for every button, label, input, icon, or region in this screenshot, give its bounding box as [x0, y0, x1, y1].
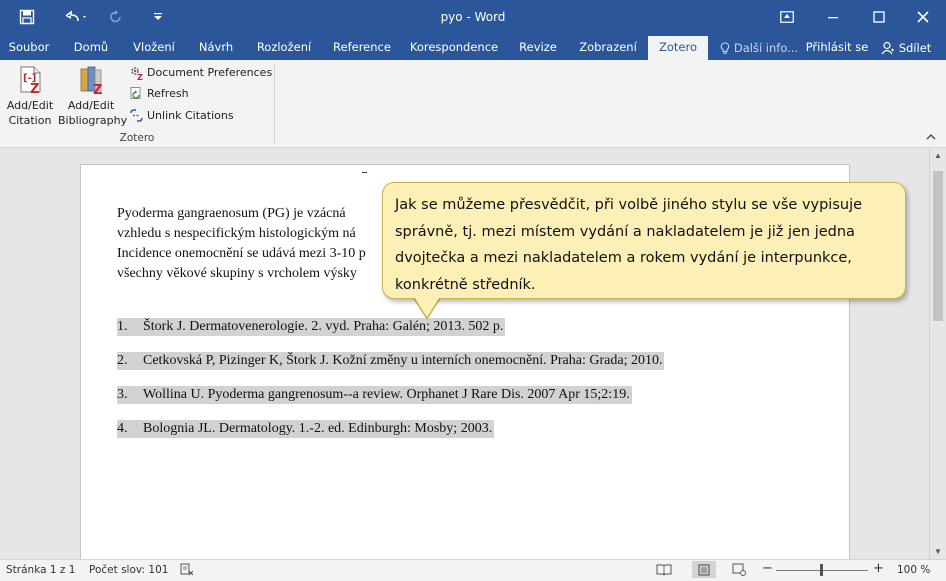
lightbulb-icon [720, 42, 730, 55]
undo-icon[interactable] [56, 0, 96, 34]
page-mark [362, 172, 367, 173]
group-separator [274, 64, 275, 144]
redo-icon[interactable] [104, 0, 128, 34]
status-bar [0, 559, 946, 581]
document-preferences-label: Document Preferences [147, 65, 273, 79]
window-title: pyo - Word [440, 10, 506, 24]
refresh-icon [128, 85, 144, 101]
zoom-level[interactable]: 100 % [897, 564, 931, 576]
tab-vlozeni[interactable]: Vložení [133, 40, 175, 54]
reference-item[interactable] [117, 318, 505, 336]
scroll-down-icon[interactable]: ▼ [934, 547, 942, 556]
share-button[interactable] [874, 36, 938, 60]
tell-me-label: Další info... [733, 41, 799, 55]
collapse-ribbon-icon[interactable] [926, 132, 936, 143]
callout-note: Jak se můžeme přesvědčit, při volbě jiného stylu se vše vypisuje správně, tj. mezi místem vydání a nakladatelem je již jen jedna dvojtečka a mezi nakladatelem a rokem vydání je interpunkce, konkrétně středník. [382, 182, 906, 299]
tab-domu[interactable]: Domů [73, 40, 109, 54]
zoom-out-icon[interactable]: − [762, 561, 773, 576]
callout-tail-fill [414, 297, 440, 317]
tab-soubor[interactable]: Soubor [8, 40, 50, 54]
scroll-up-icon[interactable]: ▲ [934, 151, 942, 160]
unlink-citations-button[interactable] [128, 105, 234, 125]
add-edit-citation-label-2: Citation [8, 114, 52, 127]
svg-text:Z: Z [93, 83, 103, 96]
vertical-scrollbar[interactable] [929, 149, 946, 559]
ribbon-display-options-icon[interactable] [764, 0, 810, 34]
share-label: Sdílet [898, 41, 932, 55]
print-layout-icon[interactable] [692, 561, 716, 578]
add-edit-citation-label-1: Add/Edit [6, 99, 54, 112]
proofing-icon[interactable] [180, 563, 194, 579]
document-preferences-button[interactable] [128, 62, 272, 82]
add-edit-bibliography-label-2: Bibliography [58, 114, 128, 127]
paragraph-line: všechny věkové skupiny s vrcholem výsky [117, 266, 357, 281]
tab-zotero[interactable]: Zotero [648, 36, 708, 60]
svg-text:[-]: [-] [23, 73, 37, 84]
save-icon[interactable] [12, 0, 42, 34]
ribbon-zotero [0, 60, 946, 148]
zoom-in-icon[interactable]: + [873, 561, 884, 576]
citation-icon [14, 64, 46, 96]
unlink-citations-label: Unlink Citations [147, 108, 234, 122]
reference-text: Cetkovská P, Pizinger K, Štork J. Kožní změny u interních onemocnění. Praha: Grada; 2010. [143, 353, 663, 368]
bibliography-icon [75, 64, 107, 96]
reference-text: Bolognia JL. Dermatology. 1.-2. ed. Edinburgh: Mosby; 2003. [143, 421, 493, 436]
unlink-icon [128, 107, 144, 123]
svg-text:Z: Z [30, 82, 40, 96]
reference-number: 4. [117, 421, 128, 436]
reference-number: 2. [117, 353, 128, 368]
read-mode-icon[interactable] [656, 563, 672, 579]
zoom-slider-thumb[interactable] [820, 564, 823, 576]
add-edit-bibliography-label-1: Add/Edit [67, 99, 115, 112]
maximize-icon[interactable] [856, 0, 902, 34]
minimize-icon[interactable] [810, 0, 856, 34]
word-count[interactable]: Počet slov: 101 [89, 564, 169, 576]
web-layout-icon[interactable] [732, 563, 746, 579]
ribbon-group-label: Zotero [119, 132, 155, 144]
tab-rozlozeni[interactable]: Rozložení [256, 40, 312, 54]
tab-reference[interactable]: Reference [333, 40, 391, 54]
close-icon[interactable] [900, 0, 946, 34]
person-icon [881, 41, 895, 55]
tab-korespondence[interactable]: Korespondence [409, 40, 499, 54]
customize-qat-icon[interactable] [148, 0, 168, 34]
page-count[interactable]: Stránka 1 z 1 [6, 564, 76, 576]
gear-icon [128, 64, 144, 80]
svg-text:Z: Z [136, 72, 143, 80]
refresh-label: Refresh [147, 86, 189, 100]
title-bar [0, 0, 946, 36]
reference-item[interactable] [117, 386, 632, 404]
reference-item[interactable] [117, 352, 664, 370]
tab-revize[interactable]: Revize [519, 40, 557, 54]
reference-text: Wollina U. Pyoderma gangrenosum--a review. Orphanet J Rare Dis. 2007 Apr 15;2:19. [143, 387, 630, 402]
paragraph-line: Incidence onemocnění se udává mezi 3-10 p [117, 246, 366, 261]
refresh-button[interactable] [128, 83, 189, 103]
ribbon-tabs [0, 36, 946, 60]
tell-me-search[interactable] [716, 36, 802, 60]
paragraph-line: vzhledu s nespecifickým histologickým ná [117, 226, 356, 241]
reference-number: 1. [117, 319, 128, 334]
sign-in-link[interactable]: Přihlásit se [805, 40, 869, 54]
add-edit-citation-button[interactable] [0, 62, 60, 130]
tab-navrh[interactable]: Návrh [198, 40, 234, 54]
reference-number: 3. [117, 387, 128, 402]
scroll-thumb[interactable] [933, 171, 943, 321]
reference-item[interactable] [117, 420, 494, 438]
tab-zobrazeni[interactable]: Zobrazení [579, 40, 637, 54]
add-edit-bibliography-button[interactable] [58, 62, 128, 130]
reference-text: Štork J. Dermatovenerologie. 2. vyd. Praha: Galén; 2013. 502 p. [143, 319, 504, 334]
paragraph-line: Pyoderma gangraenosum (PG) je vzácná [117, 206, 346, 221]
